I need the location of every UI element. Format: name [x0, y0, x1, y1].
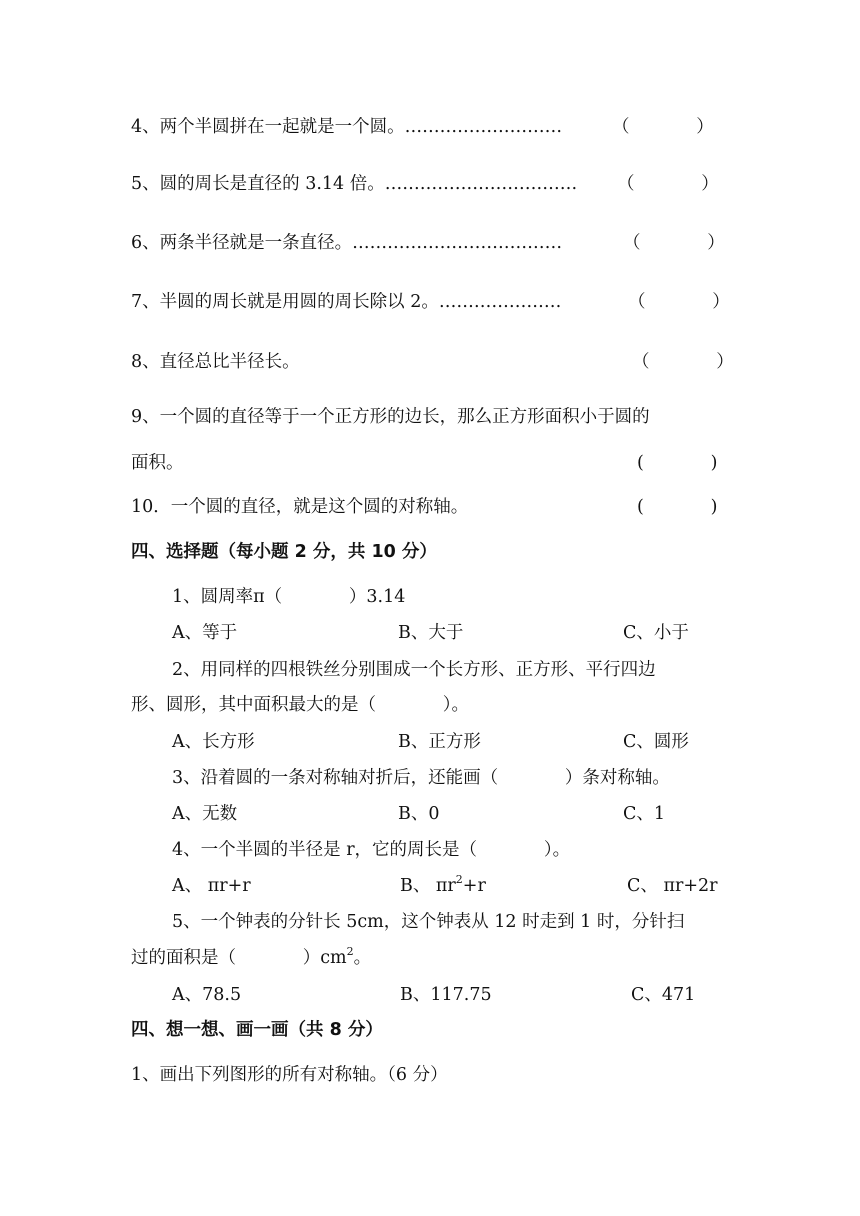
choice-5-option-a[interactable]: A、78.5 [172, 985, 242, 1005]
choice-4-option-b-text: B、 πr [400, 876, 456, 896]
judge-item-10: 10．一个圆的直径，就是这个圆的对称轴。 [131, 497, 469, 517]
choice-question-5: 5、一个钟表的分针长 5cm，这个钟表从 12 时走到 1 时，分针扫 [172, 912, 685, 932]
choice-2-option-c[interactable]: C、圆形 [623, 732, 689, 752]
superscript-2: 2 [346, 945, 354, 959]
section-heading-draw: 四、想一想、画一画（共 8 分） [131, 1020, 383, 1040]
choice-question-4: 4、一个半圆的半径是 r，它的周长是（ ）。 [172, 840, 571, 860]
superscript-2: 2 [455, 873, 463, 887]
choice-1-option-a[interactable]: A、等于 [172, 623, 238, 643]
choice-question-3: 3、沿着圆的一条对称轴对折后，还能画（ ）条对称轴。 [172, 768, 670, 788]
choice-5-option-c[interactable]: C、471 [631, 985, 696, 1005]
choice-5-tail: 。 [353, 948, 372, 968]
answer-blank-4[interactable]: （ ） [612, 117, 714, 137]
choice-4-option-b-tail: +r [462, 876, 486, 896]
choice-1-option-c[interactable]: C、小于 [623, 623, 689, 643]
choice-5-option-b[interactable]: B、117.75 [400, 985, 492, 1005]
answer-blank-5[interactable]: （ ） [617, 174, 719, 194]
choice-question-2-cont: 形、圆形，其中面积最大的是（ ）。 [131, 695, 470, 715]
choice-1-option-b[interactable]: B、大于 [398, 623, 464, 643]
choice-4-option-b[interactable] [400, 874, 486, 898]
answer-blank-9[interactable]: ( ) [637, 453, 718, 473]
choice-5-text: 过的面积是（ ）cm [131, 948, 347, 968]
judge-item-5: 5、圆的周长是直径的 3.14 倍。…………………………… [131, 174, 578, 194]
judge-item-8: 8、直径总比半径长。 [131, 352, 300, 372]
choice-4-option-a[interactable]: A、 πr+r [172, 876, 251, 896]
draw-question-1: 1、画出下列图形的所有对称轴。（6 分） [131, 1065, 448, 1085]
choice-4-option-c[interactable]: C、 πr+2r [627, 876, 718, 896]
choice-question-2: 2、用同样的四根铁丝分别围成一个长方形、正方形、平行四边 [172, 660, 656, 680]
choice-2-option-b[interactable]: B、正方形 [398, 732, 481, 752]
choice-2-option-a[interactable]: A、长方形 [172, 732, 255, 752]
choice-3-option-b[interactable]: B、0 [398, 804, 440, 824]
choice-3-option-a[interactable]: A、无数 [172, 804, 238, 824]
judge-item-9: 9、一个圆的直径等于一个正方形的边长，那么正方形面积小于圆的 [131, 407, 650, 427]
choice-question-5-cont [131, 946, 371, 970]
answer-blank-8[interactable]: （ ） [632, 352, 734, 372]
judge-item-6: 6、两条半径就是一条直径。……………………………… [131, 233, 563, 253]
judge-item-7: 7、半圆的周长就是用圆的周长除以 2。………………… [131, 292, 562, 312]
choice-question-1: 1、圆周率π（ ）3.14 [172, 587, 406, 607]
answer-blank-7[interactable]: （ ） [628, 292, 730, 312]
judge-item-9-cont: 面积。 [131, 453, 184, 473]
choice-3-option-c[interactable]: C、1 [623, 804, 666, 824]
answer-blank-6[interactable]: （ ） [623, 233, 725, 253]
answer-blank-10[interactable]: ( ) [637, 497, 718, 517]
section-heading-choice: 四、选择题（每小题 2 分，共 10 分） [131, 542, 437, 562]
judge-item-4: 4、两个半圆拼在一起就是一个圆。……………………… [131, 117, 563, 137]
